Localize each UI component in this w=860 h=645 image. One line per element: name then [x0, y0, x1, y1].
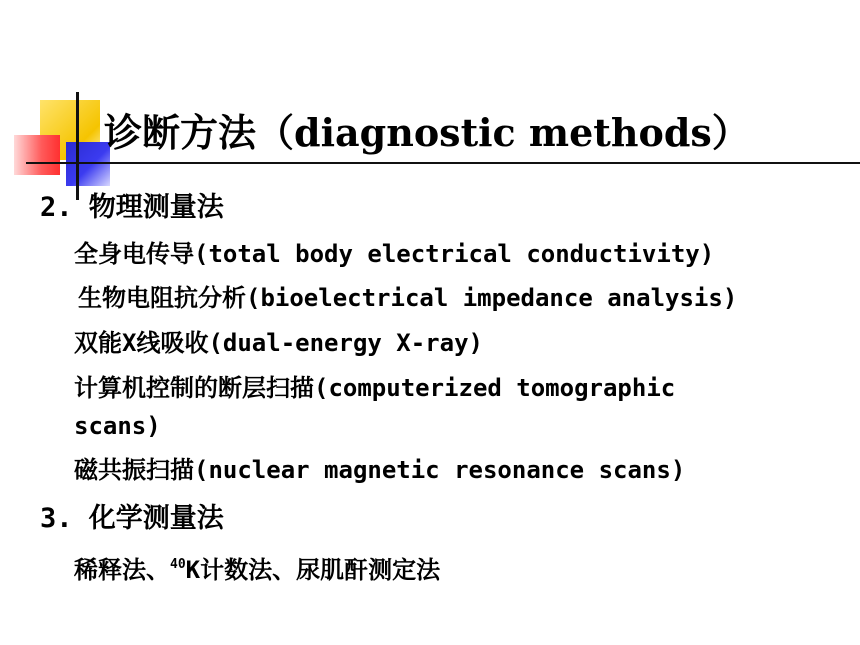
list-item: [74, 549, 440, 586]
section-heading-chemical: 3. 化学测量法: [40, 503, 224, 534]
logo-vertical-line: [76, 92, 79, 200]
slide-title: 诊断方法（diagnostic methods）: [104, 110, 750, 155]
section-heading-physical: 2. 物理测量法: [40, 192, 224, 223]
logo-red-bar: [14, 135, 60, 175]
list-item-text-after: K计数法、尿肌酐测定法: [185, 556, 441, 584]
title-underline: [26, 162, 860, 164]
list-item: 计算机控制的断层扫描(computerized tomographic: [74, 374, 676, 402]
superscript-40: 40: [170, 557, 186, 572]
list-item: 磁共振扫描(nuclear magnetic resonance scans): [74, 456, 686, 484]
list-item-continuation: scans): [74, 412, 161, 440]
list-item: 双能X线吸收(dual-energy X-ray): [74, 329, 483, 357]
list-item: 全身电传导(total body electrical conductivity): [74, 240, 715, 268]
list-item-text-before: 稀释法、: [74, 556, 170, 584]
list-item: 生物电阻抗分析(bioelectrical impedance analysis): [78, 284, 738, 312]
